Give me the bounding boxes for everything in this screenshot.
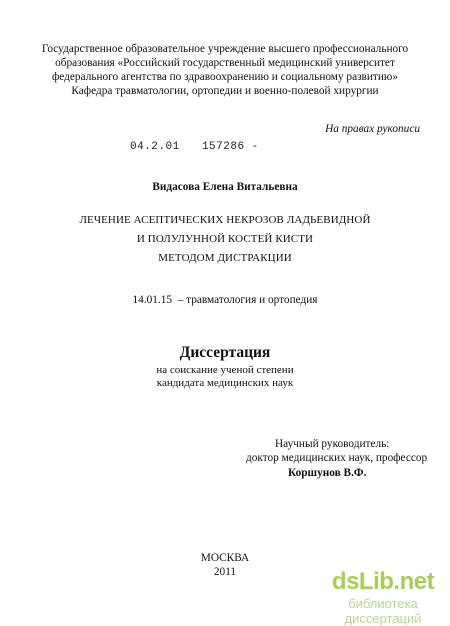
- archive-stamp: [130, 141, 259, 153]
- department-line: Кафедра травматологии, ортопедии и военно-полевой хирургии: [71, 85, 379, 97]
- title-line-2: И ПОЛУЛУННОЙ КОСТЕЙ КИСТИ: [136, 233, 314, 245]
- stamp-dash: -: [251, 141, 259, 153]
- specialty-code: 14.01.15 – травматология и ортопедия: [132, 294, 318, 306]
- dissertation-heading: Диссертация: [179, 344, 271, 361]
- watermark-subtitle: библиотека диссертаций: [344, 596, 422, 626]
- degree-line-1: на соискание ученой степени: [156, 364, 294, 376]
- supervisor-name: Коршунов В.Ф.: [288, 467, 367, 479]
- rights-note: На правах рукописи: [325, 123, 420, 135]
- degree-line-2: кандидата медицинских наук: [156, 377, 294, 389]
- watermark: [318, 568, 448, 626]
- place: МОСКВА: [200, 552, 250, 564]
- supervisor-degree: доктор медицинских наук, профессор: [246, 452, 428, 464]
- author-name: Видасова Елена Витальевна: [152, 181, 298, 193]
- title-line-3: МЕТОДОМ ДИСТРАКЦИИ: [158, 252, 292, 264]
- supervisor-label: Научный руководитель:: [275, 438, 390, 450]
- stamp-number: 157286: [201, 141, 245, 153]
- institution-line-2: образования «Российский государственный медицинский университет: [55, 57, 395, 69]
- institution-line-3: федерального агентства по здравоохранению и социальному развитию»: [51, 71, 398, 83]
- watermark-logo: dsLib.net: [331, 568, 435, 595]
- year: 2011: [213, 566, 237, 578]
- title-line-1: ЛЕЧЕНИЕ АСЕПТИЧЕСКИХ НЕКРОЗОВ ЛАДЬЕВИДНОЙ: [79, 214, 371, 226]
- institution-line-1: Государственное образовательное учреждение высшего профессионального: [41, 43, 409, 55]
- stamp-date: 04.2.01: [130, 141, 180, 153]
